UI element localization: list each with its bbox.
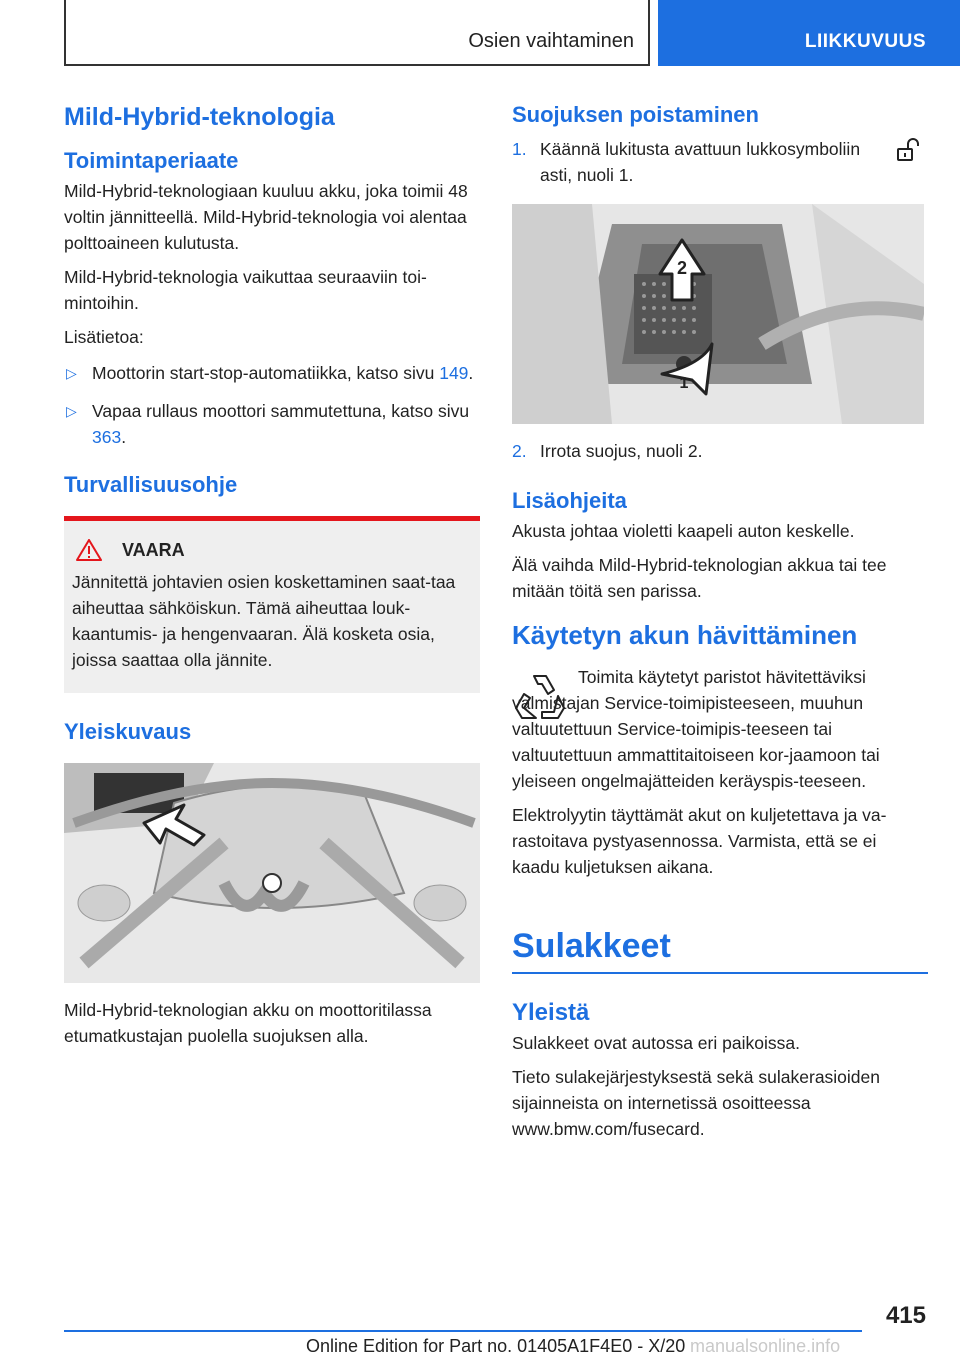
warning-title: VAARA	[72, 539, 472, 561]
principle-heading: Toimintaperiaate	[64, 148, 239, 173]
engine-bay-image	[64, 763, 480, 983]
step-1: 1. Käännä lukitusta avattuun lukkosymboliin asti, nuoli 1.	[512, 136, 928, 188]
warning-text: Jännitettä johtavien osien koskettaminen saat-taa aiheuttaa sähköiskun. Tämä aiheuttaa louk-kaantumis- ja hengenvaaran. Älä kosketa osia, joissa saattaa olla jännite.	[72, 572, 456, 670]
recycle-icon	[512, 668, 568, 724]
fuses-title: Sulakkeet	[512, 927, 671, 965]
page-link[interactable]: 149	[439, 363, 469, 383]
disposal-paragraph-2: Elektrolyytin täyttämät akut on kuljetettava ja va-rastoitava pystyasennossa. Varmista, että se ei kaadu kuljetuksen aikana.	[512, 805, 887, 877]
step-2: 2. Irrota suojus, nuoli 2.	[512, 438, 928, 464]
arrow-label-2: 2	[676, 258, 688, 278]
removal-heading: Suojuksen poistaminen	[512, 102, 759, 127]
footer-edition: Online Edition for Part no. 01405A1F4E0 - X/20	[306, 1336, 686, 1356]
page-number: 415	[885, 1302, 926, 1329]
arrow-label-1: 1	[679, 375, 689, 392]
triangle-bullet-icon: ▷	[66, 365, 77, 381]
overview-caption: Mild-Hybrid-teknologian akku on moottoritilassa etumatkustajan puolella suojuksen alla.	[64, 1000, 432, 1046]
disposal-block	[512, 664, 928, 794]
safety-heading: Turvallisuusohje	[64, 472, 238, 497]
warning-triangle-icon	[76, 539, 102, 561]
fuses-paragraph-1: Sulakkeet ovat autossa eri paikoissa.	[512, 1033, 800, 1053]
fuses-general-heading: Yleistä	[512, 999, 590, 1026]
disposal-paragraph-1: Toimita käytetyt paristot hävitettäviksi valmistajan Service-toimipisteeseen, muuhun valtuutettuun Service-toimipis-teeseen tai valtuutettuun ammattitaitoiseen kor-jaamoon tai yleiseen ongelmajätteiden keräyspis-teeseen.	[512, 667, 880, 791]
extra-heading: Lisäohjeita	[512, 488, 627, 513]
step-number: 2.	[512, 441, 527, 461]
triangle-bullet-icon: ▷	[66, 403, 77, 419]
battery-cover-image	[512, 204, 924, 424]
fuses-paragraph-2: Tieto sulakejärjestyksestä sekä sulakerasioiden sijainneista on internetissä osoitteessa www.bmw.com/fusecard.	[512, 1067, 881, 1139]
header-chapter-label: LIIKKUVUUS	[804, 31, 926, 52]
extra-paragraph-1: Akusta johtaa violetti kaapeli auton keskelle.	[512, 521, 855, 541]
unlocked-padlock-icon	[896, 138, 920, 162]
fuses-title-rule	[512, 972, 928, 974]
bullet-item: ▷ Vapaa rullaus moottori sammutettuna, katso sivu 363.	[64, 398, 480, 450]
left-column	[64, 100, 480, 1057]
footer-watermark: manualsonline.info	[690, 1336, 841, 1356]
warning-box	[64, 521, 480, 693]
engine-illustration	[64, 763, 480, 983]
footer-rule	[64, 1330, 862, 1332]
header-section-title: Osien vaihtaminen	[468, 30, 634, 52]
header-section-box	[64, 0, 650, 66]
principle-paragraph-1: Mild-Hybrid-teknologiaan kuuluu akku, joka toimii 48 voltin jännitteellä. Mild-Hybrid-teknologia voi alentaa polttoaineen kulutusta.	[64, 181, 468, 253]
disposal-heading: Käytetyn akun hävittäminen	[512, 620, 858, 650]
page-link[interactable]: 363	[92, 427, 122, 447]
cover-illustration	[512, 204, 924, 424]
principle-paragraph-2: Mild-Hybrid-teknologia vaikuttaa seuraaviin toi-mintoihin.	[64, 267, 427, 313]
page-title: Mild-Hybrid-teknologia	[64, 103, 335, 131]
header-chapter-tab[interactable]	[658, 0, 960, 66]
extra-paragraph-2: Älä vaihda Mild-Hybrid-teknologian akkua tai tee mitään töitä sen parissa.	[512, 555, 887, 601]
step-number: 1.	[512, 139, 527, 159]
overview-heading: Yleiskuvaus	[64, 719, 192, 744]
more-info-label: Lisätietoa:	[64, 327, 144, 347]
bullet-item: ▷ Moottorin start-stop-automatiikka, katso sivu 149.	[64, 360, 480, 386]
right-column	[512, 100, 928, 1150]
